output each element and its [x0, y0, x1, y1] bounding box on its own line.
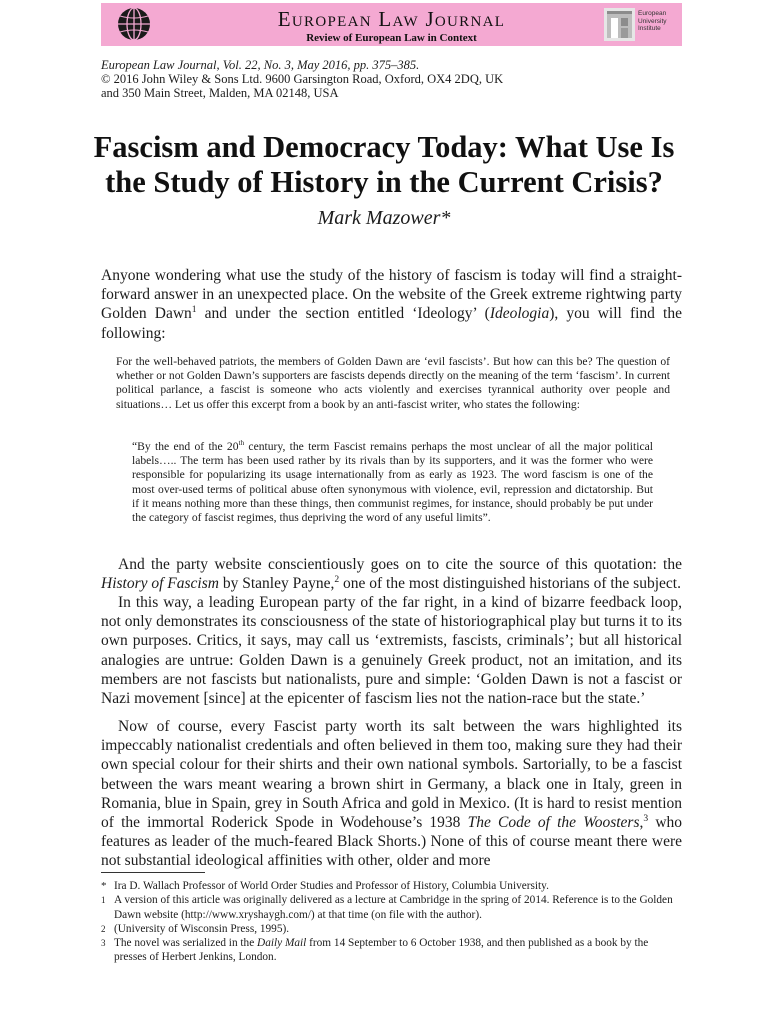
address-line: and 350 Main Street, Malden, MA 02148, USA — [101, 86, 339, 100]
footnote-divider — [101, 872, 205, 873]
citation-block — [101, 58, 681, 100]
paragraph-source: And the party website conscientiously goes on to cite the source of this quotation: the History of Fascism by Stanley Payne,$^2$ one of the most distinguished historians of the subject. — [101, 556, 682, 593]
paragraph-intro: Anyone wondering what use the study of the history of fascism is today will find a straight-forward answer in an unexpected place. On the website of the Greek extreme rightwing party Golden Dawn$^1$ and under the section entitled ‘Ideology’ (Ideologia), you will find the following: — [101, 267, 682, 342]
citation-line: European Law Journal, Vol. 22, No. 3, May 2016, pp. 375–385. — [101, 58, 420, 72]
footnote-3: 3 The novel was serialized in the Daily Mail from 14 September to 6 October 1938, and then published as a book by the presses of Herbert Jenkins, London. — [101, 937, 649, 964]
footnote-1: 1 A version of this article was originally delivered as a lecture at Cambridge in the spring of 2014. Reference is to the Golden Dawn website (http://www.xryshaygh.com/) at that time (on file with the author). — [101, 894, 673, 921]
author-name: Mark Mazower* — [317, 207, 451, 229]
paragraph-feedback-loop: In this way, a leading European party of the far right, in a kind of bizarre feedback loop, not only demonstrates its consciousness of the state of historiographical play but turns it to its own purposes. Critics, it says, may call us ‘extremists, fascists, criminals’; but all historical analogies are untrue: Golden Dawn is a genuinely Greek product, not an imitation, and its members are not fascists but nationalists, pure and simple: ‘Golden Dawn is not a fascist or Nazi movement [since] at the epicenter of fascism lies not the nation-race but the state.’ — [101, 594, 682, 708]
journal-banner — [101, 3, 682, 46]
eui-building-icon — [604, 8, 635, 41]
nested-block-quote: “By the end of the 20th century, the term Fascist remains perhaps the most unclear of all the major political labels….. The term has been used rather by its rivals than by its supporters, and it was the former who were responsible for popularizing its usage internationally from as early as 1923. The word fascism is one of the most over-used terms of political abuse often synonymous with violence, evil, repression and dictatorship. But if it means nothing more than these things, then communist regimes, for instance, should probably be put under the category of fascist regimes, thus depriving the word of any useful limits”. — [132, 439, 653, 525]
copyright-line: © 2016 John Wiley & Sons Ltd. 9600 Garsington Road, Oxford, OX4 2DQ, UK — [101, 72, 504, 86]
footnote-ref-2[interactable]: 2 — [334, 574, 340, 586]
paragraph-fascist-parties: Now of course, every Fascist party worth its salt between the wars highlighted its impeccably nationalist credentials and often believed in them too, making sure they had their own special colour for their shirts and their own national symbols. Sartorially, to be a fascist between the wars meant wearing a brown shirt in Germany, a black one in Italy, green in Romania, blue in Spain, grey in South Africa and gold in Mexico. (It is hard to resist mention of the immortal Roderick Spode in Wodehouse’s 1938 The Code of the Woosters,$^3$ who features as leader of the much-feared Black Shorts.) None of this of course meant there were not substantial ideological affinities with other, older and more — [101, 718, 683, 870]
institute-name: European University Institute — [638, 10, 667, 32]
journal-subtitle: Review of European Law in Context — [306, 32, 477, 44]
footnote-ref-3[interactable]: 3 — [643, 812, 649, 824]
footnote-author: * Ira D. Wallach Professor of World Order Studies and Professor of History, Columbia University. — [101, 880, 549, 892]
article-title: Fascism and Democracy Today: What Use Is the Study of History in the Current Crisis? — [93, 130, 675, 199]
block-quote: For the well-behaved patriots, the members of Golden Dawn are ‘evil fascists’. But how can this be? The question of whether or not Golden Dawn’s supporters are fascists depends directly on the meaning of the term ‘fascism’. In current political parlance, a fascist is someone who acts violently and exercises tyrannical authority over people and situations… Let us offer this excerpt from a book by an anti-fascist writer, who states the following: — [116, 355, 670, 411]
journal-name: European Law Journal — [277, 7, 506, 31]
footnote-ref-1[interactable]: 1 — [191, 304, 197, 316]
footnotes — [101, 879, 682, 965]
footnote-2: 2 (University of Wisconsin Press, 1995). — [101, 922, 290, 935]
